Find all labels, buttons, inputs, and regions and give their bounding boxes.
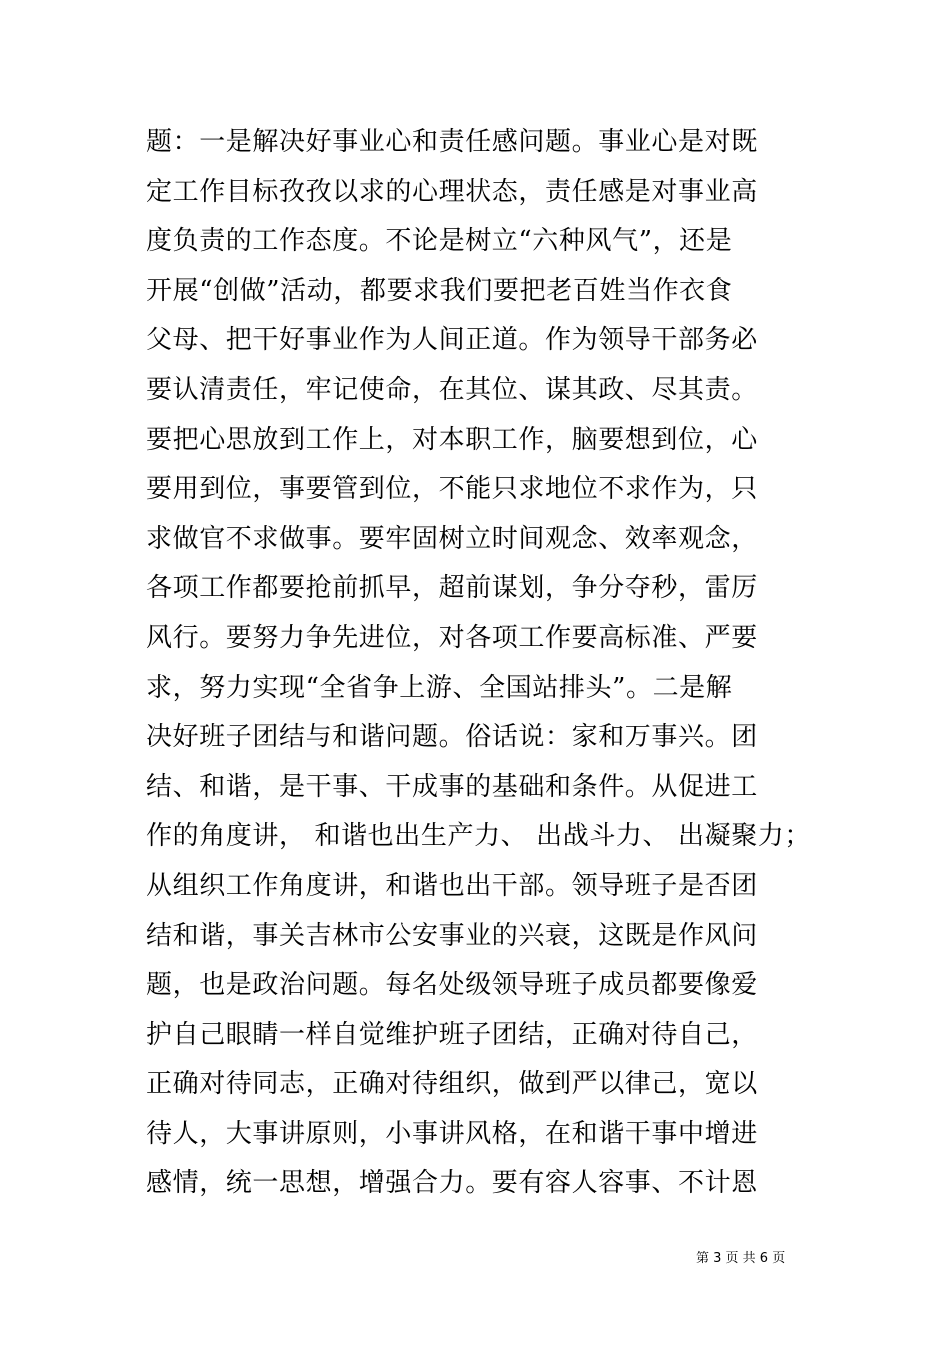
page-number-footer: 第 3 页 共 6 页: [696, 1251, 786, 1266]
text-line: 求做官不求做事。要牢固树立时间观念、效率观念，: [146, 523, 758, 554]
text-line: 从组织工作角度讲，和谐也出干部。领导班子是否团: [146, 870, 758, 901]
text-line: 作的角度讲， 和谐也出生产力、 出战斗力、 出凝聚力；: [146, 821, 811, 852]
text-line: 题，也是政治问题。每名处级领导班子成员都要像爱: [146, 970, 758, 1001]
text-line: 求，努力实现“全省争上游、全国站排头”。二是解: [146, 672, 733, 703]
text-line: 结和谐，事关吉林市公安事业的兴衰，这既是作风问: [146, 920, 758, 951]
text-line: 开展“创做”活动，都要求我们要把老百姓当作衣食: [146, 275, 733, 306]
text-line: 要用到位，事要管到位，不能只求地位不求作为，只: [146, 474, 758, 505]
text-line: 待人，大事讲原则，小事讲风格，在和谐干事中增进: [146, 1118, 758, 1149]
text-line: 要认清责任，牢记使命，在其位、谋其政、尽其责。: [146, 374, 758, 405]
text-line: 度负责的工作态度。不论是树立“六种风气”，还是: [146, 226, 733, 257]
text-line: 正确对待同志，正确对待组织，做到严以律己，宽以: [146, 1069, 758, 1100]
text-line: 定工作目标孜孜以求的心理状态，责任感是对事业高: [146, 176, 758, 207]
text-line: 各项工作都要抢前抓早，超前谋划，争分夺秒，雷厉: [146, 573, 758, 604]
text-line: 结、和谐，是干事、干成事的基础和条件。从促进工: [146, 771, 758, 802]
text-line: 感情，统一思想，增强合力。要有容人容事、不计恩: [146, 1168, 758, 1199]
text-line: 题：一是解决好事业心和责任感问题。事业心是对既: [146, 127, 758, 157]
text-line: 父母、把干好事业作为人间正道。作为领导干部务必: [146, 325, 758, 356]
text-line: 护自己眼睛一样自觉维护班子团结，正确对待自己，: [146, 1019, 758, 1050]
text-line: 决好班子团结与和谐问题。俗话说：家和万事兴。团: [146, 722, 758, 753]
text-line: 风行。要努力争先进位，对各项工作要高标准、严要: [146, 622, 758, 653]
body-text: [146, 118, 826, 1209]
text-line: 要把心思放到工作上，对本职工作，脑要想到位，心: [146, 424, 758, 455]
